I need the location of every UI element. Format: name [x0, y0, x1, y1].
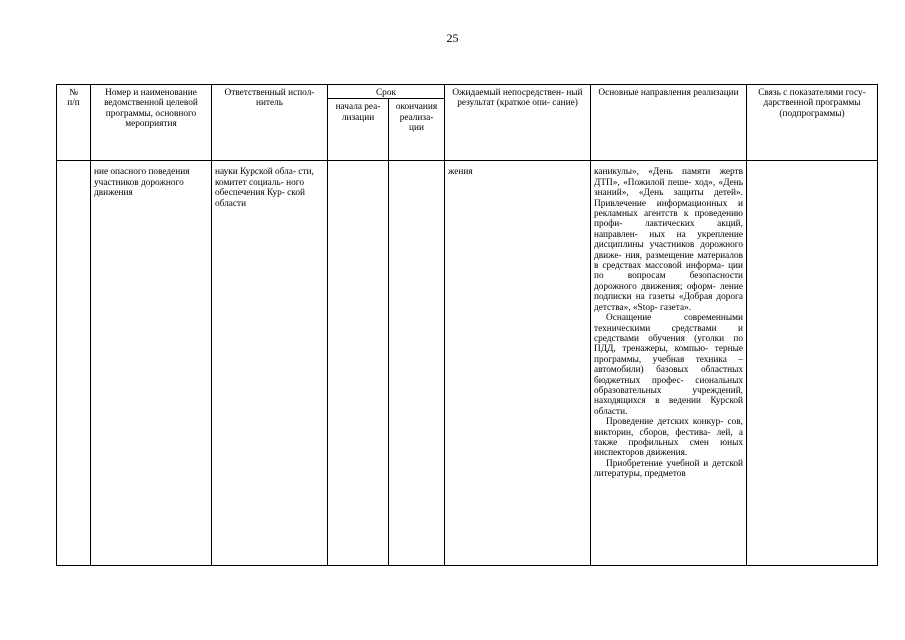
cell-indicators-link [747, 161, 878, 566]
direction-paragraph-4: Приобретение учебной и детской литературы, предметов [594, 458, 743, 480]
table-row [57, 161, 878, 566]
page-number: 25 [446, 31, 459, 45]
header-indicators-link: Связь с показателями госу- дарственной программы (подпрограммы) [747, 85, 878, 161]
header-num: № п/п [57, 85, 91, 161]
cell-directions [591, 161, 747, 566]
cell-program-name: ние опасного поведения участников дорожного движения [91, 161, 212, 566]
cell-start [328, 161, 389, 566]
direction-paragraph-2: Оснащение современными техническими средствами и средствами обучения (уголки по ПДД, тренажеры, компью- терные программы, учебная техника – автомобили) базовых областных бюджетных профес- сиональных образовательных учреждений, находящихся в ведении Курской области. [594, 313, 743, 417]
header-result: Ожидаемый непосредствен- ный результат (краткое опи- сание) [445, 85, 591, 161]
cell-end [389, 161, 445, 566]
header-row [57, 85, 878, 99]
direction-paragraph-3: Проведение детских конкур- сов, викторин, сборов, фестива- лей, а также профильных смен юных инспекторов движения. [594, 417, 743, 459]
header-directions: Основные направления реализации [591, 85, 747, 161]
program-table [56, 84, 878, 566]
cell-executor: науки Курской обла- сти, комитет социаль- ного обеспечения Кур- ской области [212, 161, 328, 566]
direction-paragraph-1: каникулы», «День памяти жертв ДТП», «Пожилой пеше- ход», «День знаний», «День защиты детей». Привлечение информационных и рекламных агентств к проведению профи- лактических акций, направлен- ных на укрепление дисциплины участников дорожного движе- ния, размещение материалов в средствах массовой информа- ции по вопросам безопасности дорожного движения; оформ- ление подписки на газеты «Добрая дорога детства», «Stop- газета». [594, 167, 743, 313]
header-end: окончания реализа- ции [389, 99, 445, 161]
header-executor: Ответственный испол- нитель [212, 85, 328, 161]
header-program-name: Номер и наименование ведомственной целевой программы, основного мероприятия [91, 85, 212, 161]
header-start: начала реа- лизации [328, 99, 389, 161]
cell-num [57, 161, 91, 566]
header-term: Срок [328, 85, 445, 99]
cell-result: жения [445, 161, 591, 566]
